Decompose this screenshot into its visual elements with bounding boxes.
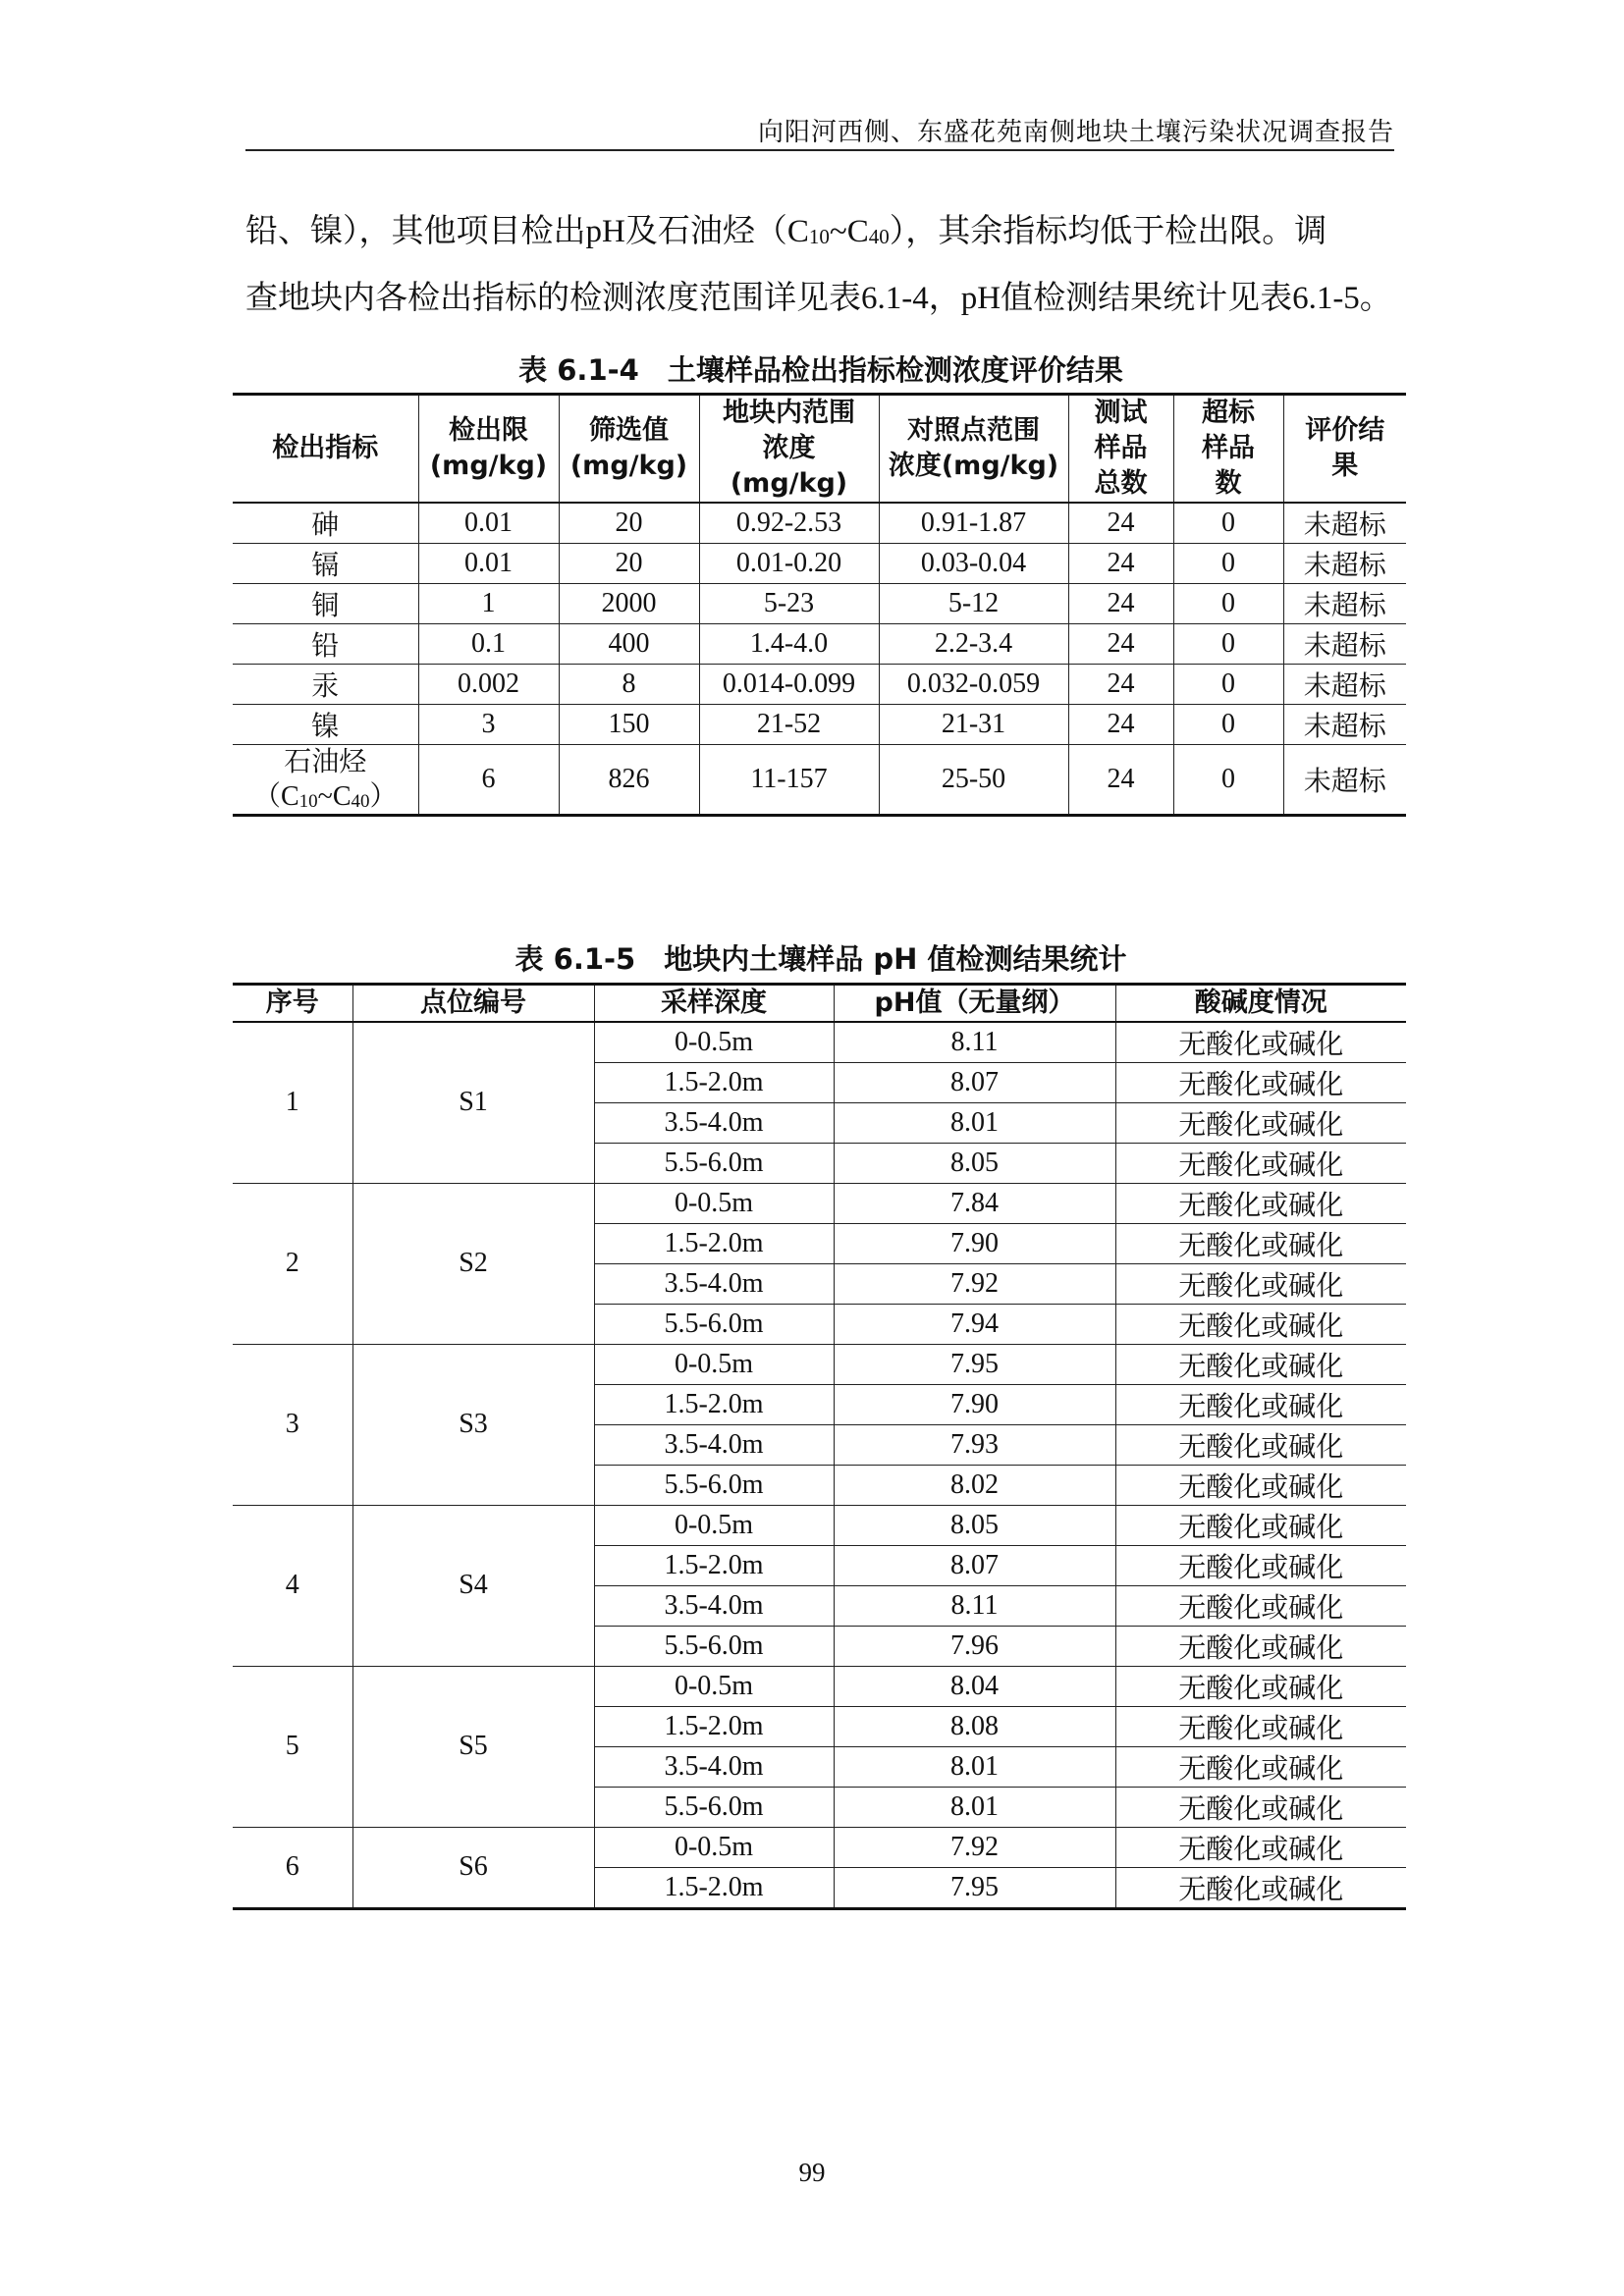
ph-value-cell: 8.08 <box>834 1706 1115 1746</box>
acidity-status-cell: 无酸化或碱化 <box>1115 1344 1406 1384</box>
table-cell: 未超标 <box>1283 543 1406 583</box>
sampling-depth-cell: 0-0.5m <box>594 1022 834 1063</box>
sampling-depth-cell: 3.5-4.0m <box>594 1585 834 1626</box>
header-rule <box>245 149 1394 151</box>
ph-value-cell: 8.04 <box>834 1666 1115 1706</box>
sampling-depth-cell: 3.5-4.0m <box>594 1424 834 1465</box>
detected-indicators-table <box>233 393 1406 817</box>
table-cell: 24 <box>1068 704 1173 744</box>
acidity-status-cell: 无酸化或碱化 <box>1115 1424 1406 1465</box>
point-id-cell: S1 <box>352 1022 594 1184</box>
table-cell: 1 <box>418 583 559 623</box>
sampling-depth-cell: 1.5-2.0m <box>594 1545 834 1585</box>
table-row <box>233 583 1406 623</box>
table-row <box>233 704 1406 744</box>
sampling-depth-cell: 5.5-6.0m <box>594 1626 834 1666</box>
table-cell: 24 <box>1068 623 1173 664</box>
table-cell: 0 <box>1173 543 1283 583</box>
table-cell: 2.2-3.4 <box>879 623 1068 664</box>
ph-value-cell: 7.90 <box>834 1384 1115 1424</box>
table-row <box>233 543 1406 583</box>
table-cell: 24 <box>1068 503 1173 544</box>
column-header: 筛选值 (mg/kg) <box>559 395 699 503</box>
ph-value-cell: 7.90 <box>834 1223 1115 1263</box>
column-header: 酸碱度情况 <box>1115 985 1406 1022</box>
table-cell: 0 <box>1173 503 1283 544</box>
column-header: pH值（无量纲） <box>834 985 1115 1022</box>
ph-value-cell: 7.94 <box>834 1304 1115 1344</box>
acidity-status-cell: 无酸化或碱化 <box>1115 1465 1406 1505</box>
acidity-status-cell: 无酸化或碱化 <box>1115 1183 1406 1223</box>
table-cell: 未超标 <box>1283 664 1406 704</box>
ph-value-cell: 7.92 <box>834 1827 1115 1867</box>
sampling-depth-cell: 5.5-6.0m <box>594 1304 834 1344</box>
acidity-status-cell: 无酸化或碱化 <box>1115 1666 1406 1706</box>
table-cell: 0.032-0.059 <box>879 664 1068 704</box>
acidity-status-cell: 无酸化或碱化 <box>1115 1827 1406 1867</box>
table-cell: 铜 <box>233 583 418 623</box>
running-header: 向阳河西侧、东盛花苑南侧地块土壤污染状况调查报告 <box>757 118 1394 146</box>
table-cell: 0.014-0.099 <box>699 664 879 704</box>
table-2-caption: 表 6.1-5 地块内土壤样品 pH 值检测结果统计 <box>514 942 1127 976</box>
table-row <box>233 1666 1406 1706</box>
column-header: 测试 样品 总数 <box>1068 395 1173 503</box>
table-cell: 400 <box>559 623 699 664</box>
table-cell: 未超标 <box>1283 623 1406 664</box>
ph-value-cell: 7.92 <box>834 1263 1115 1304</box>
table-row <box>233 1505 1406 1545</box>
table-cell: 1.4-4.0 <box>699 623 879 664</box>
ph-value-cell: 7.84 <box>834 1183 1115 1223</box>
table-cell: 未超标 <box>1283 503 1406 544</box>
table-cell: 0.01 <box>418 543 559 583</box>
ph-value-cell: 8.01 <box>834 1746 1115 1787</box>
acidity-status-cell: 无酸化或碱化 <box>1115 1263 1406 1304</box>
column-header: 地块内范围 浓度 (mg/kg) <box>699 395 879 503</box>
ph-results-table <box>233 983 1406 1910</box>
table-cell: 5-12 <box>879 583 1068 623</box>
sampling-depth-cell: 3.5-4.0m <box>594 1263 834 1304</box>
table-cell: 未超标 <box>1283 744 1406 815</box>
table-cell: 20 <box>559 543 699 583</box>
column-header: 序号 <box>233 985 352 1022</box>
table-cell: 20 <box>559 503 699 544</box>
table-row <box>233 744 1406 815</box>
column-header: 对照点范围 浓度(mg/kg) <box>879 395 1068 503</box>
table-cell: 0 <box>1173 664 1283 704</box>
acidity-status-cell: 无酸化或碱化 <box>1115 1706 1406 1746</box>
acidity-status-cell: 无酸化或碱化 <box>1115 1545 1406 1585</box>
ph-value-cell: 8.01 <box>834 1102 1115 1143</box>
acidity-status-cell: 无酸化或碱化 <box>1115 1062 1406 1102</box>
sequence-number-cell: 6 <box>233 1827 352 1908</box>
table-cell: 8 <box>559 664 699 704</box>
acidity-status-cell: 无酸化或碱化 <box>1115 1505 1406 1545</box>
sampling-depth-cell: 1.5-2.0m <box>594 1384 834 1424</box>
ph-value-cell: 7.95 <box>834 1344 1115 1384</box>
sampling-depth-cell: 1.5-2.0m <box>594 1706 834 1746</box>
ph-value-cell: 8.07 <box>834 1545 1115 1585</box>
acidity-status-cell: 无酸化或碱化 <box>1115 1304 1406 1344</box>
table-cell: 0.03-0.04 <box>879 543 1068 583</box>
table-cell: 石油烃 （C10~C40） <box>233 744 418 815</box>
ph-value-cell: 8.05 <box>834 1143 1115 1183</box>
sampling-depth-cell: 0-0.5m <box>594 1827 834 1867</box>
point-id-cell: S2 <box>352 1183 594 1344</box>
table-cell: 未超标 <box>1283 583 1406 623</box>
column-header: 点位编号 <box>352 985 594 1022</box>
acidity-status-cell: 无酸化或碱化 <box>1115 1143 1406 1183</box>
acidity-status-cell: 无酸化或碱化 <box>1115 1867 1406 1908</box>
table-cell: 2000 <box>559 583 699 623</box>
sampling-depth-cell: 0-0.5m <box>594 1183 834 1223</box>
ph-value-cell: 8.11 <box>834 1022 1115 1063</box>
table-cell: 未超标 <box>1283 704 1406 744</box>
table-cell: 150 <box>559 704 699 744</box>
column-header: 超标 样品 数 <box>1173 395 1283 503</box>
table-row <box>233 503 1406 544</box>
table-cell: 0 <box>1173 704 1283 744</box>
table-cell: 0 <box>1173 623 1283 664</box>
column-header: 检出限 (mg/kg) <box>418 395 559 503</box>
table-cell: 0.91-1.87 <box>879 503 1068 544</box>
table-cell: 0.01 <box>418 503 559 544</box>
ph-value-cell: 7.96 <box>834 1626 1115 1666</box>
ph-value-cell: 8.05 <box>834 1505 1115 1545</box>
table-cell: 0 <box>1173 744 1283 815</box>
paragraph-line-1: 铅、镍），其他项目检出pH及石油烃$(C_{10}\sim C_{40})$，其余指标均低于检出限。调 <box>245 214 1327 249</box>
sampling-depth-cell: 5.5-6.0m <box>594 1465 834 1505</box>
table-cell: 11-157 <box>699 744 879 815</box>
table-cell: 826 <box>559 744 699 815</box>
table-row <box>233 1827 1406 1867</box>
acidity-status-cell: 无酸化或碱化 <box>1115 1384 1406 1424</box>
acidity-status-cell: 无酸化或碱化 <box>1115 1102 1406 1143</box>
point-id-cell: S5 <box>352 1666 594 1827</box>
table-cell: 24 <box>1068 744 1173 815</box>
table-row <box>233 1022 1406 1063</box>
acidity-status-cell: 无酸化或碱化 <box>1115 1626 1406 1666</box>
table-row <box>233 1183 1406 1223</box>
table-cell: 25-50 <box>879 744 1068 815</box>
ph-value-cell: 8.07 <box>834 1062 1115 1102</box>
acidity-status-cell: 无酸化或碱化 <box>1115 1022 1406 1063</box>
table-cell: 0.002 <box>418 664 559 704</box>
point-id-cell: S6 <box>352 1827 594 1908</box>
point-id-cell: S4 <box>352 1505 594 1666</box>
table-cell: 镍 <box>233 704 418 744</box>
table-cell: 砷 <box>233 503 418 544</box>
table-cell: 汞 <box>233 664 418 704</box>
ph-value-cell: 7.93 <box>834 1424 1115 1465</box>
sampling-depth-cell: 5.5-6.0m <box>594 1787 834 1827</box>
table-cell: 3 <box>418 704 559 744</box>
paragraph-line-2: 查地块内各检出指标的检测浓度范围详见表6.1-4，pH值检测结果统计见表6.1-5。 <box>245 281 1392 316</box>
table-cell: 24 <box>1068 543 1173 583</box>
column-header: 评价结 果 <box>1283 395 1406 503</box>
table-header-row <box>233 985 1406 1022</box>
sampling-depth-cell: 3.5-4.0m <box>594 1746 834 1787</box>
ph-value-cell: 8.02 <box>834 1465 1115 1505</box>
column-header: 检出指标 <box>233 395 418 503</box>
table-cell: 0 <box>1173 583 1283 623</box>
table-cell: 0.92-2.53 <box>699 503 879 544</box>
table-cell: 镉 <box>233 543 418 583</box>
column-header: 采样深度 <box>594 985 834 1022</box>
sampling-depth-cell: 3.5-4.0m <box>594 1102 834 1143</box>
sampling-depth-cell: 1.5-2.0m <box>594 1223 834 1263</box>
table-cell: 24 <box>1068 583 1173 623</box>
sampling-depth-cell: 1.5-2.0m <box>594 1062 834 1102</box>
table-cell: 21-31 <box>879 704 1068 744</box>
point-id-cell: S3 <box>352 1344 594 1505</box>
table-header-row <box>233 395 1406 503</box>
sampling-depth-cell: 0-0.5m <box>594 1666 834 1706</box>
table-1-caption: 表 6.1-4 土壤样品检出指标检测浓度评价结果 <box>518 353 1123 387</box>
sequence-number-cell: 2 <box>233 1183 352 1344</box>
acidity-status-cell: 无酸化或碱化 <box>1115 1787 1406 1827</box>
table-cell: 21-52 <box>699 704 879 744</box>
acidity-status-cell: 无酸化或碱化 <box>1115 1746 1406 1787</box>
sampling-depth-cell: 1.5-2.0m <box>594 1867 834 1908</box>
sequence-number-cell: 1 <box>233 1022 352 1184</box>
table-cell: 24 <box>1068 664 1173 704</box>
acidity-status-cell: 无酸化或碱化 <box>1115 1223 1406 1263</box>
sequence-number-cell: 5 <box>233 1666 352 1827</box>
table-cell: 0.1 <box>418 623 559 664</box>
acidity-status-cell: 无酸化或碱化 <box>1115 1585 1406 1626</box>
sampling-depth-cell: 0-0.5m <box>594 1344 834 1384</box>
table-row <box>233 623 1406 664</box>
ph-value-cell: 8.01 <box>834 1787 1115 1827</box>
table-cell: 6 <box>418 744 559 815</box>
sampling-depth-cell: 5.5-6.0m <box>594 1143 834 1183</box>
ph-value-cell: 7.95 <box>834 1867 1115 1908</box>
table-row <box>233 1344 1406 1384</box>
sequence-number-cell: 4 <box>233 1505 352 1666</box>
ph-value-cell: 8.11 <box>834 1585 1115 1626</box>
table-cell: 5-23 <box>699 583 879 623</box>
page-number: 99 <box>798 2158 826 2187</box>
table-row <box>233 664 1406 704</box>
table-cell: 0.01-0.20 <box>699 543 879 583</box>
table-cell: 铅 <box>233 623 418 664</box>
sampling-depth-cell: 0-0.5m <box>594 1505 834 1545</box>
sequence-number-cell: 3 <box>233 1344 352 1505</box>
